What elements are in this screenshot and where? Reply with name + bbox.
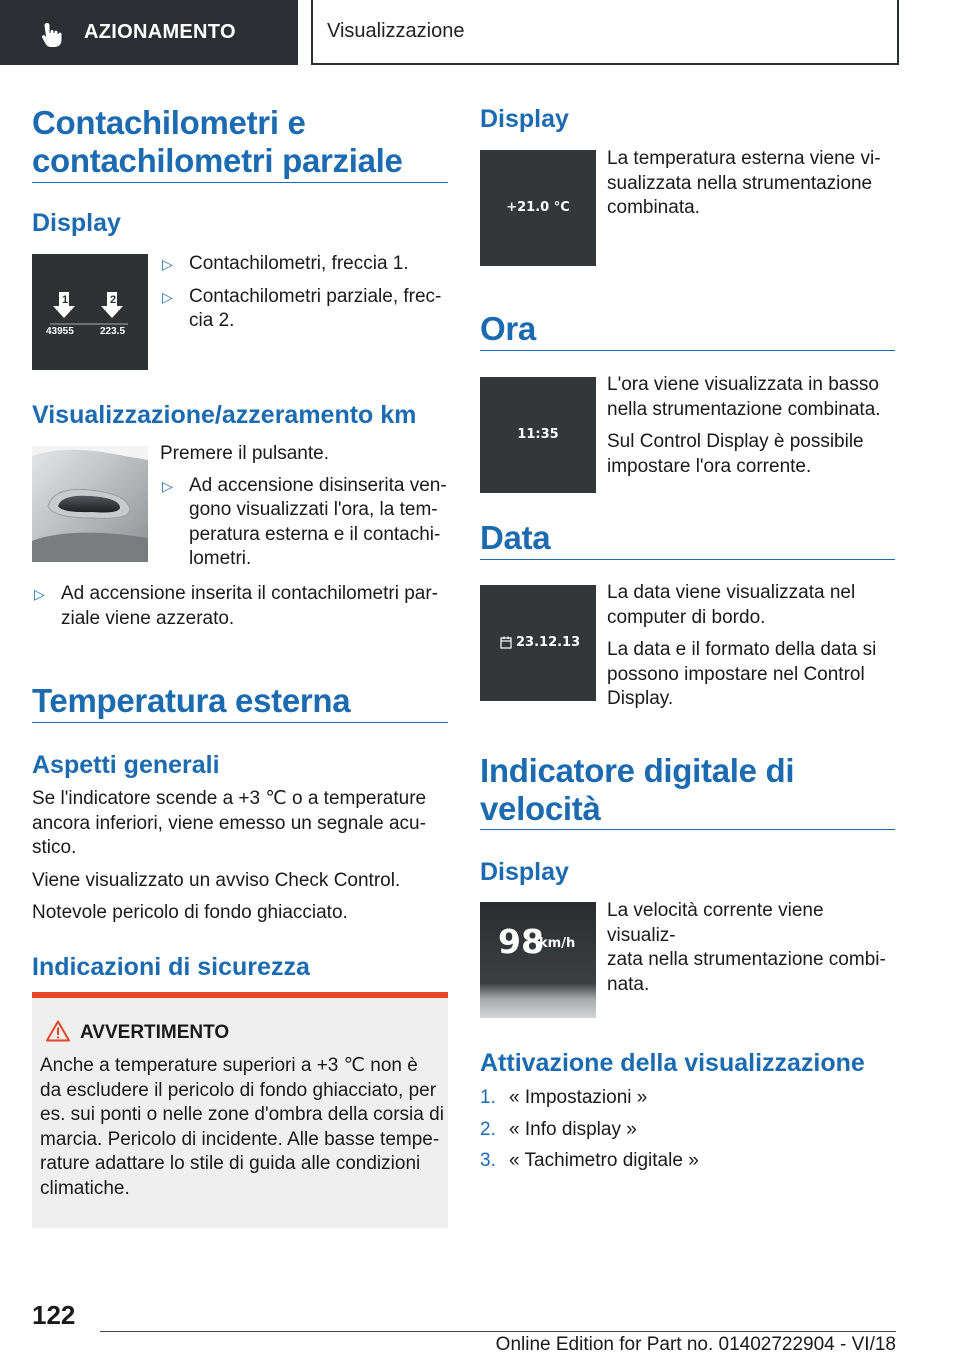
bullet-text: Ad accensione disinserita ven- bbox=[189, 474, 447, 496]
general-text bbox=[32, 787, 452, 926]
paragraph-line: nata. bbox=[607, 973, 650, 995]
paragraph: Notevole pericolo di fondo ghiacciato. bbox=[32, 902, 348, 923]
general-heading: Aspetti generali bbox=[32, 751, 220, 779]
bullet-text: Ad accensione inserita il contachilometri par- bbox=[61, 583, 439, 604]
list-item bbox=[160, 252, 450, 277]
triangle-bullet-icon: ▷ bbox=[162, 256, 173, 272]
warning-triangle-icon bbox=[46, 1020, 70, 1042]
speed-display-image bbox=[480, 902, 596, 1018]
odometer-image bbox=[32, 254, 148, 370]
warning-box bbox=[32, 992, 448, 1228]
button-image bbox=[32, 446, 148, 562]
section-label: AZIONAMENTO bbox=[84, 21, 236, 43]
speed-title bbox=[480, 752, 900, 828]
paragraph-line: possono impostare nel Control bbox=[607, 663, 865, 685]
display-heading-right: Display bbox=[480, 105, 569, 133]
paragraph-line: La temperatura esterna viene vi- bbox=[607, 148, 881, 169]
bullet-text: peratura esterna e il contachi- bbox=[189, 523, 441, 545]
safety-heading: Indicazioni di sicurezza bbox=[32, 953, 310, 981]
triangle-bullet-icon: ▷ bbox=[34, 586, 45, 602]
temperature-rule bbox=[32, 722, 448, 723]
edition-text: Online Edition for Part no. 01402722904 - VI/18 bbox=[495, 1334, 896, 1355]
temperature-display-image bbox=[480, 150, 596, 266]
step-text: « Info display » bbox=[509, 1118, 637, 1140]
step-number: 2. bbox=[480, 1118, 496, 1140]
data-title: Data bbox=[480, 519, 551, 556]
arrow-label-2: 2 bbox=[109, 294, 117, 306]
trip-value: 223.5 bbox=[100, 326, 126, 337]
chapter-tab bbox=[311, 0, 899, 65]
paragraph-line: impostare l'ora corrente. bbox=[607, 455, 812, 477]
speed-display-heading: Display bbox=[480, 858, 569, 886]
warning-line: rature adattare lo stile di guida alle condizioni bbox=[40, 1153, 421, 1174]
chapter-label: Visualizzazione bbox=[327, 20, 465, 42]
paragraph-line: zata nella strumentazione combi- bbox=[607, 949, 886, 970]
reset-text bbox=[160, 442, 450, 572]
date-value: 23.12.13 bbox=[516, 635, 581, 650]
warning-line: Anche a temperature superiori a +3 ℃ non è bbox=[40, 1055, 418, 1076]
paragraph-line: stico. bbox=[32, 837, 77, 858]
odometer-title-line2: contachilometri parziale bbox=[32, 142, 403, 179]
speed-value: 98 bbox=[498, 922, 544, 961]
paragraph-line: Se l'indicatore scende a +3 ℃ o a temperature bbox=[32, 788, 427, 809]
paragraph-line: L'ora viene visualizzata in basso bbox=[607, 374, 879, 395]
step-text: « Impostazioni » bbox=[509, 1087, 648, 1108]
step-number: 1. bbox=[480, 1087, 496, 1108]
warning-text bbox=[40, 1054, 448, 1201]
paragraph-line: nella strumentazione combinata. bbox=[607, 398, 881, 420]
paragraph-line: Display. bbox=[607, 688, 674, 709]
paragraph: Viene visualizzato un avviso Check Control. bbox=[32, 869, 401, 891]
speed-title-line1: Indicatore digitale di bbox=[480, 752, 795, 789]
odometer-bullets bbox=[160, 252, 450, 334]
reset-button-illustration bbox=[32, 446, 148, 562]
step-number: 3. bbox=[480, 1150, 496, 1171]
activation-steps bbox=[480, 1086, 900, 1174]
list-item bbox=[480, 1118, 900, 1143]
page-number: 122 bbox=[32, 1300, 76, 1330]
speed-unit: km/h bbox=[539, 936, 576, 951]
list-item bbox=[160, 474, 450, 572]
odometer-title bbox=[32, 104, 452, 180]
title-rule bbox=[32, 182, 448, 183]
paragraph-line: La velocità corrente viene visualiz- bbox=[607, 900, 824, 946]
step-text: « Tachimetro digitale » bbox=[509, 1150, 699, 1171]
paragraph-line: computer di bordo. bbox=[607, 606, 766, 628]
time-display-image bbox=[480, 377, 596, 493]
paragraph-line: La data e il formato della data si bbox=[607, 639, 877, 660]
speed-title-line2: velocità bbox=[480, 790, 601, 827]
temperature-value: +21.0 °C bbox=[506, 200, 570, 215]
bullet-text: Contachilometri parziale, frec- bbox=[189, 285, 442, 307]
list-item bbox=[160, 285, 450, 334]
section-tab bbox=[0, 0, 298, 65]
triangle-bullet-icon: ▷ bbox=[162, 477, 173, 494]
triangle-bullet-icon: ▷ bbox=[162, 288, 173, 305]
reset-bullet-2 bbox=[32, 582, 452, 631]
footer-rule bbox=[100, 1331, 896, 1332]
temperature-display-text bbox=[607, 147, 897, 221]
ora-text bbox=[607, 373, 897, 479]
paragraph-line: sualizzata nella strumentazione bbox=[607, 172, 873, 194]
speed-text bbox=[607, 899, 897, 997]
paragraph-line: Sul Control Display è possibile bbox=[607, 431, 864, 452]
odometer-title-line1: Contachilometri e bbox=[32, 104, 306, 141]
date-display-image bbox=[480, 585, 596, 701]
list-item bbox=[480, 1086, 900, 1111]
bullet-text: ziale viene azzerato. bbox=[61, 607, 235, 629]
display-heading: Display bbox=[32, 209, 121, 237]
odometer-value: 43955 bbox=[46, 326, 74, 337]
warning-title: AVVERTIMENTO bbox=[80, 1022, 230, 1043]
bullet-text: cia 2. bbox=[189, 310, 235, 331]
paragraph-line: ancora inferiori, viene emesso un segnale acu- bbox=[32, 812, 426, 834]
paragraph-line: La data viene visualizzata nel bbox=[607, 582, 856, 603]
data-rule bbox=[480, 559, 895, 560]
warning-line: da escludere il pericolo di fondo ghiacciato, per bbox=[40, 1079, 437, 1101]
list-item bbox=[480, 1149, 900, 1174]
reset-heading: Visualizzazione/azzeramento km bbox=[32, 401, 417, 429]
hand-pointer-icon bbox=[40, 22, 64, 48]
arrow-label-1: 1 bbox=[61, 294, 69, 306]
warning-line: marcia. Pericolo di incidente. Alle basse tempe- bbox=[40, 1128, 440, 1150]
warning-line: climatiche. bbox=[40, 1177, 130, 1199]
list-item bbox=[32, 582, 452, 631]
calendar-icon bbox=[500, 636, 512, 649]
warning-line: es. sui ponti o nelle zone d'ombra della corsia di bbox=[40, 1104, 444, 1125]
temperature-title: Temperatura esterna bbox=[32, 682, 351, 719]
page-header bbox=[0, 0, 960, 68]
ora-rule bbox=[480, 350, 895, 351]
ora-title: Ora bbox=[480, 310, 536, 347]
bullet-text: lometri. bbox=[189, 548, 252, 569]
time-value: 11:35 bbox=[517, 427, 559, 442]
bullet-text: Contachilometri, freccia 1. bbox=[189, 253, 409, 274]
activation-heading: Attivazione della visualizzazione bbox=[480, 1049, 865, 1077]
data-text bbox=[607, 581, 897, 712]
bullet-text: gono visualizzati l'ora, la tem- bbox=[189, 499, 438, 520]
arrow-down-icons bbox=[32, 254, 148, 370]
reset-intro: Premere il pulsante. bbox=[160, 443, 329, 464]
paragraph-line: combinata. bbox=[607, 197, 700, 218]
speed-rule bbox=[480, 829, 895, 830]
